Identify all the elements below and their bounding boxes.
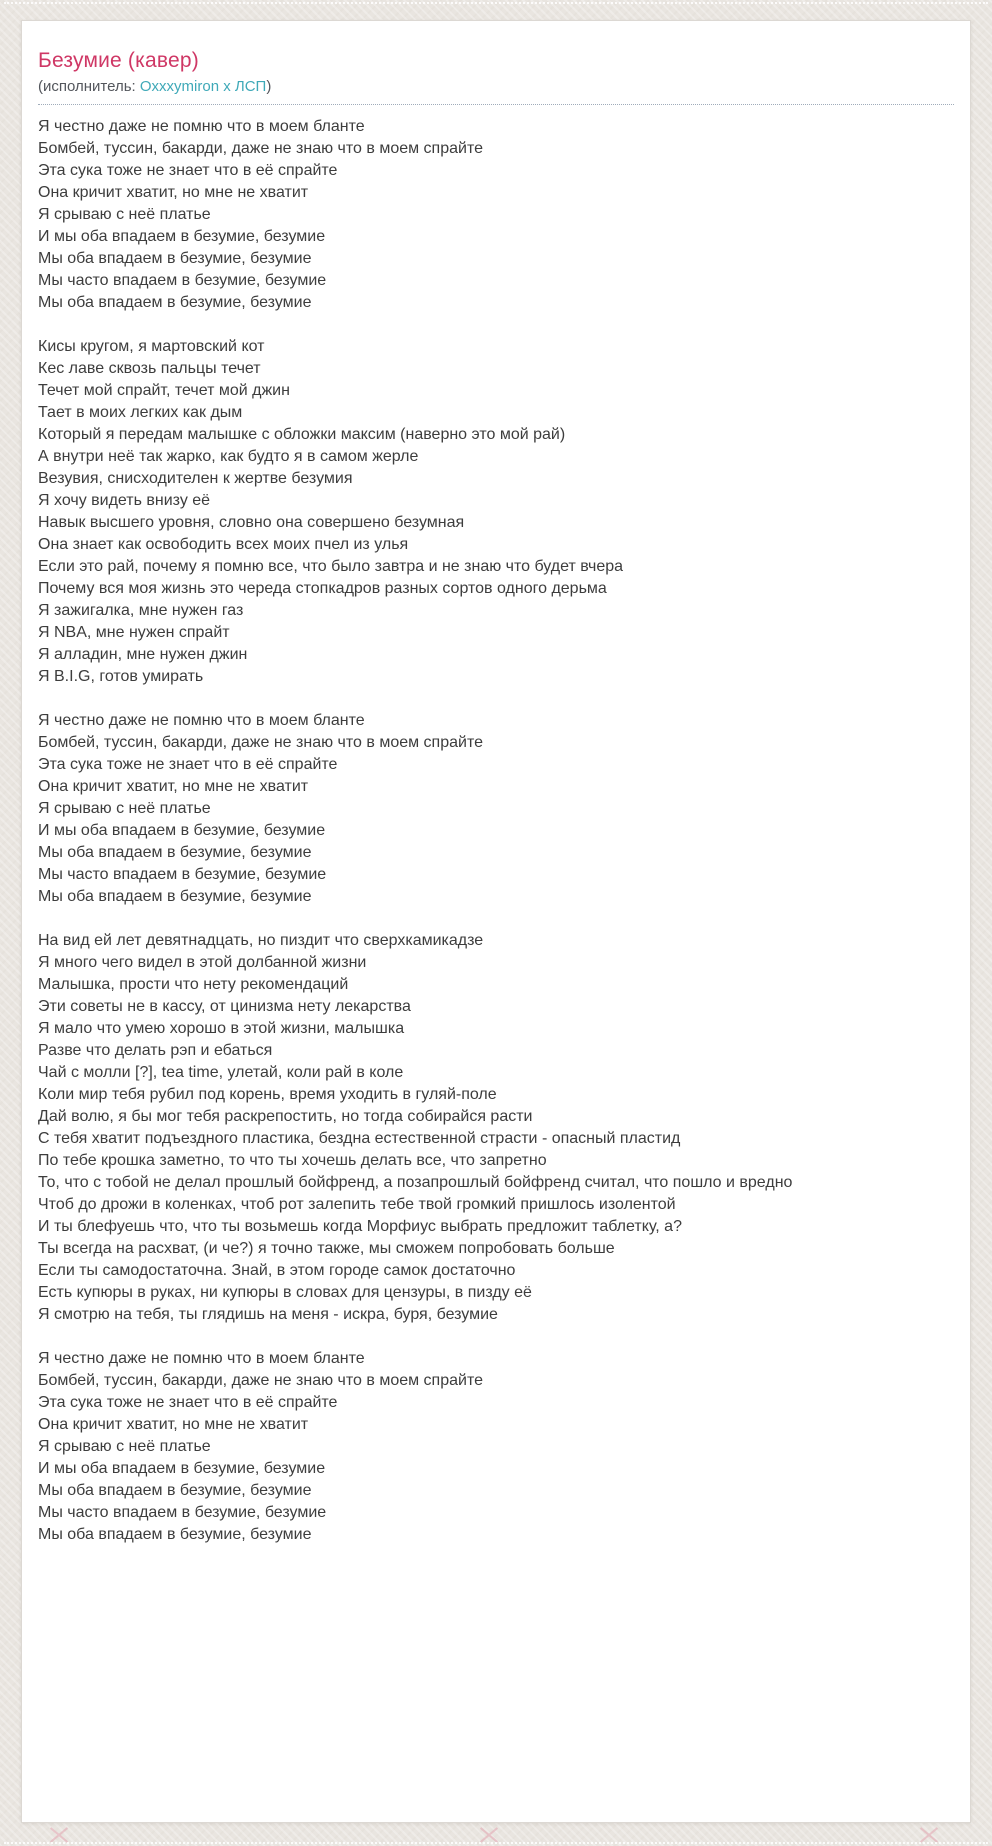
lyric-line: Она кричит хватит, но мне не хватит [38, 778, 309, 795]
lyric-line: Если ты самодостаточна. Знай, в этом городе самок достаточно [38, 1262, 516, 1279]
lyric-line: Тает в моих легких как дым [38, 404, 243, 421]
lyric-line: Мы часто впадаем в безумие, безумие [38, 1504, 327, 1521]
lyric-line: Эта сука тоже не знает что в её спрайте [38, 756, 338, 773]
lyric-line: Я честно даже не помню что в моем бланте [38, 712, 365, 729]
lyric-line: И мы оба впадаем в безумие, безумие [38, 228, 326, 245]
lyric-line: Мы оба впадаем в безумие, безумие [38, 1482, 312, 1499]
lyric-line: Эти советы не в кассу, от цинизма нету лекарства [38, 998, 411, 1015]
lyric-line: Эта сука тоже не знает что в её спрайте [38, 162, 338, 179]
lyric-line: Она знает как освободить всех моих пчел из улья [38, 536, 409, 553]
lyric-line: Чай с молли [?], tea time, улетай, коли рай в коле [38, 1064, 404, 1081]
lyric-line: Если это рай, почему я помню все, что было завтра и не знаю что будет вчера [38, 558, 624, 575]
lyric-line: Я срываю с неё платье [38, 206, 211, 223]
lyric-line: Я зажигалка, мне нужен газ [38, 602, 244, 619]
artist-label-close: ) [266, 78, 272, 95]
lyric-line: Я B.I.G, готов умирать [38, 668, 204, 685]
lyric-line: Я хочу видеть внизу её [38, 492, 211, 509]
lyric-line: Я смотрю на тебя, ты глядишь на меня - искра, буря, безумие [38, 1306, 498, 1323]
lyric-line: Кес лаве сквозь пальцы течет [38, 360, 261, 377]
lyric-line: Мы оба впадаем в безумие, безумие [38, 1526, 312, 1543]
stanza [38, 930, 954, 1326]
lyric-line: Дай волю, я бы мог тебя раскрепостить, но тогда собирайся расти [38, 1108, 533, 1125]
lyric-line: Она кричит хватит, но мне не хватит [38, 184, 309, 201]
lyric-line: И мы оба впадаем в безумие, безумие [38, 822, 326, 839]
lyric-line: Я алладин, мне нужен джин [38, 646, 248, 663]
stanza [38, 116, 954, 314]
lyric-line: Течет мой спрайт, течет мой джин [38, 382, 290, 399]
stitch-border-bottom [4, 1842, 988, 1844]
lyric-line: Ты всегда на расхват, (и че?) я точно также, мы сможем попробовать больше [38, 1240, 615, 1257]
lyric-line: Я срываю с неё платье [38, 800, 211, 817]
stitch-border-top [4, 2, 988, 4]
lyric-line: Мы оба впадаем в безумие, безумие [38, 844, 312, 861]
lyric-line: Чтоб до дрожи в коленках, чтоб рот залепить тебе твой громкий пришлось изолентой [38, 1196, 676, 1213]
lyric-line: Разве что делать рэп и ебаться [38, 1042, 273, 1059]
lyric-line: Коли мир тебя рубил под корень, время уходить в гуляй-поле [38, 1086, 497, 1103]
lyric-line: Бомбей, туссин, бакарди, даже не знаю что в моем спрайте [38, 140, 483, 157]
lyric-line: Я много чего видел в этой долбанной жизни [38, 954, 367, 971]
stanza [38, 710, 954, 908]
lyric-line: Мы часто впадаем в безумие, безумие [38, 866, 327, 883]
lyric-line: Бомбей, туссин, бакарди, даже не знаю что в моем спрайте [38, 1372, 483, 1389]
artist-line [38, 78, 954, 105]
lyric-line: Мы оба впадаем в безумие, безумие [38, 250, 312, 267]
lyric-line: Я срываю с неё платье [38, 1438, 211, 1455]
lyrics-card [21, 20, 971, 1823]
lyric-line: То, что с тобой не делал прошлый бойфренд, а позапрошлый бойфренд считал, что пошло и вредно [38, 1174, 793, 1191]
lyric-line: Везувия, снисходителен к жертве безумия [38, 470, 353, 487]
lyric-line: Я NBA, мне нужен спрайт [38, 624, 230, 641]
stanza [38, 336, 954, 688]
lyric-line: И мы оба впадаем в безумие, безумие [38, 1460, 326, 1477]
lyric-line: Мы оба впадаем в безумие, безумие [38, 888, 312, 905]
lyric-line: Кисы кругом, я мартовский кот [38, 338, 265, 355]
lyric-line: Эта сука тоже не знает что в её спрайте [38, 1394, 338, 1411]
lyric-line: Малышка, прости что нету рекомендаций [38, 976, 349, 993]
lyric-line: По тебе крошка заметно, то что ты хочешь делать все, что запретно [38, 1152, 547, 1169]
lyric-line: На вид ей лет девятнадцать, но пиздит что сверхкамикадзе [38, 932, 484, 949]
stanza [38, 1348, 954, 1546]
lyric-line: Бомбей, туссин, бакарди, даже не знаю что в моем спрайте [38, 734, 483, 751]
lyric-line: Я честно даже не помню что в моем бланте [38, 1350, 365, 1367]
lyric-line: Она кричит хватит, но мне не хватит [38, 1416, 309, 1433]
artist-link[interactable]: Oxxxymiron х ЛСП [139, 78, 267, 95]
lyric-line: Я честно даже не помню что в моем бланте [38, 118, 365, 135]
lyric-line: Есть купюры в руках, ни купюры в словах для цензуры, в пизду её [38, 1284, 532, 1301]
lyric-line: Мы часто впадаем в безумие, безумие [38, 272, 327, 289]
lyric-line: Навык высшего уровня, словно она совершено безумная [38, 514, 465, 531]
lyrics [38, 105, 954, 1546]
page-title: Безумие (кавер) [38, 49, 199, 72]
lyric-line: С тебя хватит подъездного пластика, бездна естественной страсти - опасный пластид [38, 1130, 681, 1147]
lyric-line: И ты блефуешь что, что ты возьмешь когда Морфиус выбрать предложит таблетку, а? [38, 1218, 682, 1235]
artist-label: (исполнитель: [38, 78, 140, 95]
lyric-line: Мы оба впадаем в безумие, безумие [38, 294, 312, 311]
lyric-line: Почему вся моя жизнь это череда стопкадров разных сортов одного дерьма [38, 580, 607, 597]
lyric-line: Который я передам малышке с обложки максим (наверно это мой рай) [38, 426, 566, 443]
lyric-line: А внутри неё так жарко, как будто я в самом жерле [38, 448, 419, 465]
lyric-line: Я мало что умею хорошо в этой жизни, малышка [38, 1020, 405, 1037]
